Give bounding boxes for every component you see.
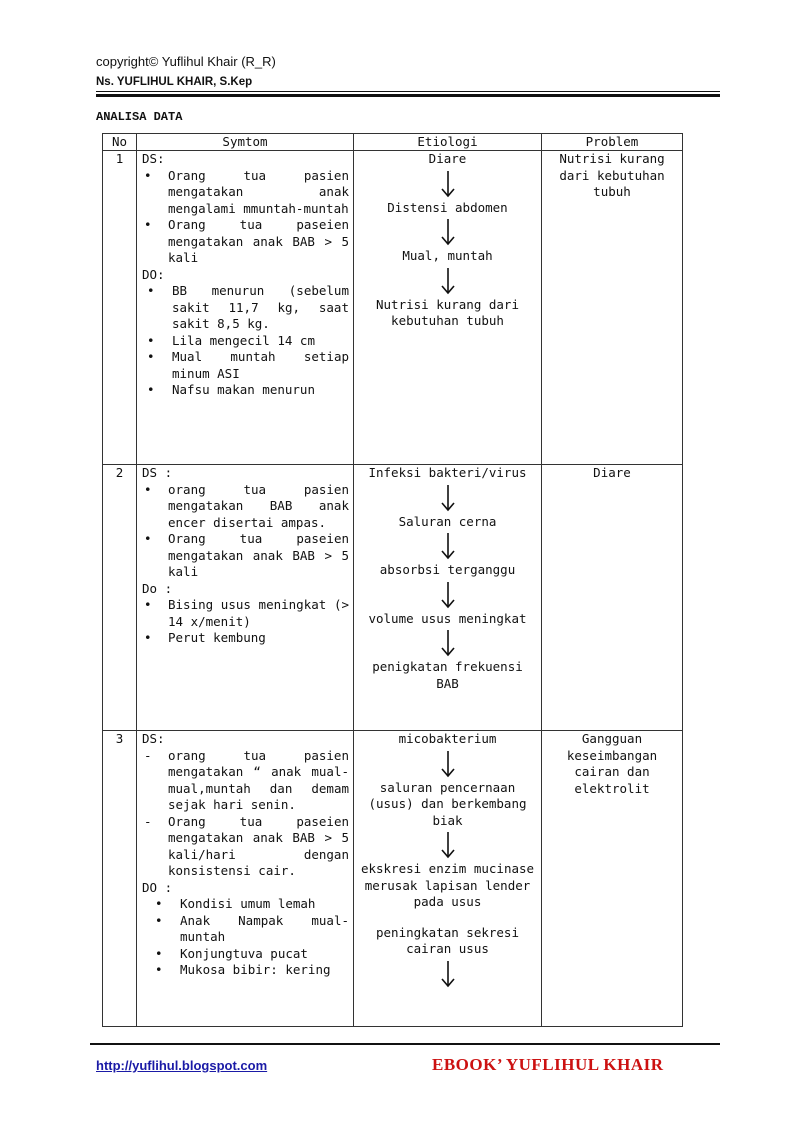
do-label: DO :	[142, 879, 173, 895]
ds-label: DS:	[142, 731, 165, 746]
bullet-icon: •	[147, 382, 155, 397]
arrow-down-icon	[440, 629, 456, 657]
list-item: • Nafsu makan menurun	[147, 382, 315, 397]
list-item: • BB menurun (sebelum sakit 11,7 kg, saat sakit 8,5 kg.	[147, 283, 349, 331]
header-problem: Problem	[542, 134, 683, 151]
dash-icon: -	[144, 813, 152, 829]
bullet-icon: •	[155, 912, 163, 928]
symptom-cell	[137, 151, 354, 465]
etiology-step: Diare	[428, 151, 467, 166]
bullet-icon: •	[144, 481, 152, 497]
etiology-step: micobakterium	[398, 731, 497, 746]
bullet-icon: •	[144, 531, 152, 546]
ds-list	[142, 482, 349, 581]
row-number: 2	[103, 465, 137, 731]
etiology-step: volume usus meningkat	[368, 610, 527, 626]
header-no: No	[103, 134, 137, 151]
ds-list	[142, 168, 349, 267]
list-item: • orang tua pasien mengatakan BAB anak encer disertai ampas.	[144, 481, 349, 530]
table-header-row	[103, 134, 683, 151]
arrow-down-icon	[440, 267, 456, 295]
list-item: • Anak Nampak mual-muntah	[155, 912, 349, 944]
bullet-icon: •	[155, 962, 163, 977]
table-row	[103, 151, 683, 465]
etiology-step: Nutrisi kurang dari kebutuhan tubuh	[376, 296, 519, 328]
row-number: 1	[103, 151, 137, 465]
analysis-table	[102, 133, 683, 1027]
arrow-down-icon	[440, 581, 456, 609]
arrow-down-icon	[440, 750, 456, 778]
problem-cell: Gangguan keseimbangan cairan dan elektrolit	[542, 731, 683, 1027]
etiology-step: penigkatan frekuensi BAB	[372, 659, 523, 691]
etiology-step: absorbsi terganggu	[379, 562, 516, 577]
list-item: - Orang tua paseien mengatakan anak BAB > 5 kali/hari dengan konsistensi cair.	[144, 813, 349, 878]
list-item: • Lila mengecil 14 cm	[147, 332, 315, 348]
arrow-down-icon	[440, 484, 456, 512]
do-label: DO:	[142, 266, 165, 282]
header-copyright: copyright© Yuflihul Khair (R_R)	[96, 54, 276, 69]
etiology-step: Infeksi bakteri/virus	[368, 465, 527, 480]
etiology-step: saluran pencernaan (usus) dan berkembang biak	[368, 779, 527, 828]
bullet-icon: •	[147, 283, 155, 298]
bullet-icon: •	[144, 597, 152, 612]
list-item: - orang tua pasien mengatakan “ anak mual-mual,muntah dan demam sejak hari senin.	[144, 747, 349, 812]
bullet-icon: •	[147, 349, 155, 364]
header-rule-thin	[96, 91, 720, 92]
footer-rule	[90, 1043, 720, 1045]
list-item: • Orang tua paseien mengatakan anak BAB > 5 kali	[144, 217, 349, 265]
list-item: • Bising usus meningkat (> 14 x/menit)	[144, 597, 349, 629]
arrow-down-icon	[440, 170, 456, 198]
arrow-down-icon	[440, 960, 456, 988]
symptom-cell	[137, 731, 354, 1027]
ds-label: DS:	[142, 151, 165, 166]
arrow-down-icon	[440, 831, 456, 859]
etiology-step: Saluran cerna	[398, 513, 497, 529]
list-item: • Mukosa bibir: kering	[155, 962, 331, 977]
problem-cell: Nutrisi kurang dari kebutuhan tubuh	[542, 151, 683, 465]
problem-cell: Diare	[542, 465, 683, 731]
list-item: • Perut kembung	[144, 630, 266, 645]
list-item: • Orang tua paseien mengatakan anak BAB > 5 kali	[144, 531, 349, 579]
bullet-icon: •	[144, 167, 152, 183]
etiology-step: Mual, muntah	[402, 248, 493, 263]
table-row	[103, 465, 683, 731]
section-title: ANALISA DATA	[96, 110, 183, 124]
list-item: • Mual muntah setiap minum ASI	[147, 349, 349, 381]
bullet-icon: •	[144, 217, 152, 232]
bullet-icon: •	[155, 945, 163, 961]
ds-label: DS :	[142, 465, 173, 480]
etiology-step: peningkatan sekresi cairan usus	[376, 924, 519, 956]
bullet-icon: •	[147, 332, 155, 348]
do-label: Do :	[142, 580, 173, 596]
etiology-cell	[354, 151, 542, 465]
do-list	[142, 896, 349, 979]
row-number: 3	[103, 731, 137, 1027]
do-list	[142, 597, 349, 647]
etiology-cell	[354, 731, 542, 1027]
header-author: Ns. YUFLIHUL KHAIR, S.Kep	[96, 76, 253, 88]
list-item: • Orang tua pasien mengatakan anak mengalami mmuntah-muntah	[144, 167, 349, 216]
etiology-step: Distensi abdomen	[387, 199, 508, 215]
header-etiologi: Etiologi	[354, 134, 542, 151]
symptom-cell	[137, 465, 354, 731]
header-symtom: Symtom	[137, 134, 354, 151]
etiology-step: ekskresi enzim mucinase merusak lapisan lender pada usus	[360, 861, 535, 909]
table-row	[103, 731, 683, 1027]
etiology-cell	[354, 465, 542, 731]
do-list	[142, 283, 349, 399]
list-item: • Kondisi umum lemah	[155, 896, 316, 911]
ds-list	[142, 748, 349, 880]
dash-icon: -	[144, 747, 152, 763]
bullet-icon: •	[155, 896, 163, 911]
arrow-down-icon	[440, 218, 456, 246]
bullet-icon: •	[144, 630, 152, 645]
footer-brand: EBOOK’ YUFLIHUL KHAIR	[432, 1055, 664, 1074]
header-rule-thick	[96, 94, 720, 97]
arrow-down-icon	[440, 532, 456, 560]
footer-blog-link[interactable]: http://yuflihul.blogspot.com	[96, 1058, 268, 1073]
list-item: • Konjungtuva pucat	[155, 945, 308, 961]
